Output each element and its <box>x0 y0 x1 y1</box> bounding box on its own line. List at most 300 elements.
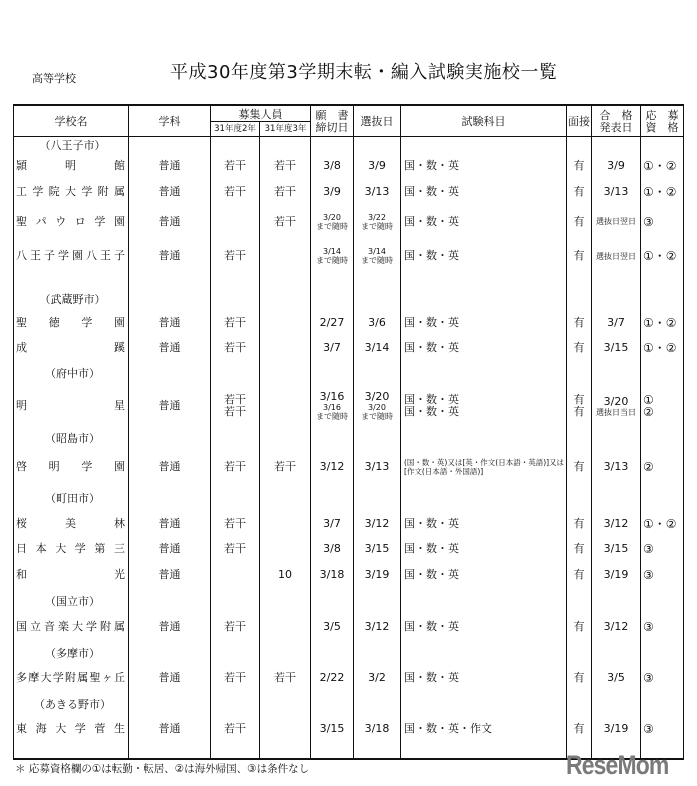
subjects-value: 国・数・英 <box>404 393 459 406</box>
cell-subjects <box>401 613 567 640</box>
deadline-value: 3/5 <box>323 619 341 633</box>
eligibility-value: ③ <box>643 568 654 582</box>
table-row <box>14 385 684 427</box>
cell-interview <box>567 717 592 741</box>
cell-deadline <box>311 588 354 613</box>
cell-interview <box>567 204 592 239</box>
cap2-value: 若干 <box>224 184 246 198</box>
deadline-value: 3/12 <box>319 460 345 473</box>
deadline-value: 2/22 <box>319 671 345 684</box>
cell-subjects <box>401 204 567 239</box>
cap2-value: 若干 <box>224 159 246 172</box>
cell-cap3 <box>260 640 311 665</box>
table-row <box>14 511 684 536</box>
cell-interview <box>567 427 592 449</box>
exam-date-value: 3/18 <box>364 722 390 735</box>
cell-result-date <box>592 204 641 239</box>
cell-eligibility <box>641 485 684 511</box>
cell-deadline <box>311 562 354 588</box>
exam-date-value: 3/20 まで随時 <box>361 403 393 421</box>
subjects-value: 国・数・英 <box>404 341 459 354</box>
eligibility-value: ② <box>643 460 654 474</box>
cell-eligibility <box>641 511 684 536</box>
name-value: 八王子学園八王子 <box>16 249 125 262</box>
cell-interview <box>567 665 592 691</box>
name-value: 頴 明 館 <box>16 159 125 172</box>
cell-subjects <box>401 385 567 427</box>
cell-exam-date <box>354 562 401 588</box>
cell-exam-date <box>354 239 401 273</box>
cell-subjects <box>401 311 567 335</box>
cell-dept <box>129 665 211 691</box>
cell-name <box>14 179 129 204</box>
table-row <box>14 239 684 273</box>
cell-exam-date <box>354 588 401 613</box>
result-date-value: 3/13 <box>603 184 629 198</box>
name-value: 聖パウロ学園 <box>16 214 125 228</box>
cap2-value: 若干 <box>224 542 246 555</box>
cell-result-date <box>592 153 641 179</box>
cell-deadline <box>311 335 354 361</box>
cell-subjects <box>401 153 567 179</box>
cell-dept <box>129 449 211 485</box>
cell-result-date <box>592 137 641 153</box>
cell-eligibility <box>641 588 684 613</box>
cell-eligibility <box>641 536 684 562</box>
name-value: 多摩大学附属聖ヶ丘 <box>16 671 125 684</box>
cell-dept <box>129 562 211 588</box>
result-date-value: 3/12 <box>603 619 629 633</box>
eligibility-value: ①・② <box>643 184 677 199</box>
interview-value: 有 <box>573 316 585 329</box>
cell-name <box>14 665 129 691</box>
subjects-value: 国・数・英 <box>404 619 459 633</box>
cell-result-date <box>592 427 641 449</box>
subjects-value: 国・数・英 <box>404 671 459 684</box>
cell-dept <box>129 717 211 741</box>
cell-subjects <box>401 179 567 204</box>
result-date-value: 3/20 <box>603 394 629 408</box>
cell-cap3 <box>260 179 311 204</box>
cap2-value: 若干 <box>224 341 246 354</box>
cell-eligibility <box>641 717 684 741</box>
name-value: 日本大学第三 <box>16 542 125 555</box>
name-value: 成 蹊 <box>16 341 125 354</box>
deadline-value: 3/18 <box>319 568 345 581</box>
cell-cap3 <box>260 427 311 449</box>
cell-name <box>14 717 129 741</box>
cap3-value: 若干 <box>274 184 296 198</box>
cell-deadline <box>311 137 354 153</box>
cell-eligibility <box>641 613 684 640</box>
cell-cap3 <box>260 511 311 536</box>
cell-cap3 <box>260 335 311 361</box>
col-interview: 面接 <box>567 106 592 137</box>
cell-dept <box>129 485 211 511</box>
deadline-value: 2/27 <box>319 316 345 329</box>
cap2-value: 若干 <box>224 460 246 473</box>
cell-eligibility <box>641 427 684 449</box>
cell-subjects <box>401 536 567 562</box>
name-value: 聖 徳 学 園 <box>16 316 125 329</box>
cell-cap2 <box>211 562 260 588</box>
cell-interview <box>567 385 592 427</box>
cell-cap2 <box>211 691 260 717</box>
table-row <box>14 311 684 335</box>
cell-result-date <box>592 179 641 204</box>
cell-dept <box>129 239 211 273</box>
result-date-value: 選抜日翌日 <box>596 217 636 226</box>
cell-subjects <box>401 741 567 758</box>
dept-value: 普通 <box>158 722 181 735</box>
cell-cap2 <box>211 311 260 335</box>
cell-cap3 <box>260 485 311 511</box>
cell-eligibility <box>641 311 684 335</box>
cell-result-date <box>592 485 641 511</box>
subjects-value: 国・数・英 <box>404 542 459 555</box>
cell-exam-date <box>354 153 401 179</box>
cell-eligibility <box>641 562 684 588</box>
page-title: 平成30年度第3学期末転・編入試験実施校一覧 <box>170 62 558 83</box>
cell-exam-date <box>354 311 401 335</box>
cell-result-date <box>592 640 641 665</box>
cell-eligibility <box>641 239 684 273</box>
result-date-value: 3/15 <box>603 341 629 354</box>
group-row <box>14 485 684 511</box>
cell-exam-date <box>354 640 401 665</box>
cell-subjects <box>401 287 567 311</box>
cell-cap2 <box>211 665 260 691</box>
cell-dept <box>129 741 211 758</box>
cell-subjects <box>401 427 567 449</box>
cell-interview <box>567 613 592 640</box>
cell-interview <box>567 153 592 179</box>
table-row <box>14 335 684 361</box>
cell-subjects <box>401 562 567 588</box>
interview-value: 有 <box>573 619 585 633</box>
cell-exam-date <box>354 511 401 536</box>
cell-deadline <box>311 273 354 287</box>
cell-deadline <box>311 485 354 511</box>
table-row <box>14 613 684 640</box>
cell-deadline <box>311 691 354 717</box>
exam-date-value: 3/12 <box>364 619 390 633</box>
cell-dept <box>129 691 211 717</box>
cell-cap2 <box>211 361 260 385</box>
result-date-value: 3/7 <box>607 316 625 329</box>
resemom-logo: ReseMom <box>566 750 669 780</box>
cell-cap2 <box>211 204 260 239</box>
cell-cap2 <box>211 137 260 153</box>
result-date-value: 3/9 <box>607 159 625 172</box>
cell-cap2 <box>211 588 260 613</box>
cell-cap3 <box>260 691 311 717</box>
deadline-value: 3/20 まで随時 <box>316 212 348 231</box>
cap3-value: 若干 <box>274 214 296 228</box>
exam-date-value: 3/12 <box>364 516 390 530</box>
cell-result-date <box>592 311 641 335</box>
cell-cap3 <box>260 562 311 588</box>
cell-eligibility <box>641 335 684 361</box>
cell-subjects <box>401 691 567 717</box>
cell-name <box>14 153 129 179</box>
cell-interview <box>567 640 592 665</box>
subjects-value: 国・数・英 <box>404 516 459 530</box>
cell-cap2 <box>211 536 260 562</box>
cell-interview <box>567 239 592 273</box>
result-date-value: 3/19 <box>603 568 629 581</box>
dept-value: 普通 <box>158 671 181 684</box>
cell-cap3 <box>260 385 311 427</box>
cap3-value: 若干 <box>274 159 296 172</box>
cell-exam-date <box>354 273 401 287</box>
cell-cap3 <box>260 588 311 613</box>
cell-result-date <box>592 665 641 691</box>
interview-value: 有 <box>573 184 585 198</box>
interview-value: 有 <box>573 393 585 406</box>
cell-eligibility <box>641 204 684 239</box>
interview-value: 有 <box>573 214 585 228</box>
cell-eligibility <box>641 153 684 179</box>
dept-value: 普通 <box>158 399 181 412</box>
exam-date-value: 3/2 <box>368 671 386 684</box>
cell-subjects <box>401 137 567 153</box>
cell-deadline <box>311 536 354 562</box>
cell-deadline <box>311 613 354 640</box>
interview-value: 有 <box>573 671 585 684</box>
cell-dept <box>129 536 211 562</box>
group-row <box>14 287 684 311</box>
spacer-row <box>14 273 684 287</box>
cell-deadline <box>311 427 354 449</box>
table-row <box>14 562 684 588</box>
cell-deadline <box>311 665 354 691</box>
cap2-value: 若干 <box>224 316 246 329</box>
cell-exam-date <box>354 204 401 239</box>
interview-value: 有 <box>573 159 585 172</box>
eligibility-value: ③ <box>643 722 654 736</box>
cell-cap2 <box>211 335 260 361</box>
cell-dept <box>129 511 211 536</box>
cell-name <box>14 613 129 640</box>
cell-subjects <box>401 717 567 741</box>
cell-dept <box>129 385 211 427</box>
group-row <box>14 137 684 153</box>
name-value: 啓 明 学 園 <box>16 460 125 473</box>
cell-name <box>14 335 129 361</box>
eligibility-value: ③ <box>643 214 654 229</box>
cell-name <box>14 204 129 239</box>
cell-cap3 <box>260 273 311 287</box>
cell-cap3 <box>260 287 311 311</box>
cell-subjects <box>401 361 567 385</box>
eligibility-value: ① <box>643 393 654 407</box>
subjects-value: 国・数・英 <box>404 568 459 581</box>
col-deadline: 願 書 締切日 <box>311 106 354 137</box>
cell-interview <box>567 287 592 311</box>
dept-value: 普通 <box>158 341 181 354</box>
cell-result-date <box>592 335 641 361</box>
cell-interview <box>567 179 592 204</box>
deadline-value: 3/7 <box>323 341 341 354</box>
cell-exam-date <box>354 335 401 361</box>
cell-eligibility <box>641 665 684 691</box>
school-type-label: 高等学校 <box>32 72 76 85</box>
cell-cap2 <box>211 613 260 640</box>
eligibility-value: ② <box>643 405 654 419</box>
deadline-value: 3/16 <box>319 390 345 403</box>
eligibility-value: ③ <box>643 542 654 556</box>
subjects-value: 国・数・英 <box>404 249 459 262</box>
subjects-value: 国・数・英 <box>404 159 459 172</box>
deadline-value: 3/8 <box>323 159 341 172</box>
cell-cap3 <box>260 613 311 640</box>
cell-exam-date <box>354 427 401 449</box>
cell-interview <box>567 335 592 361</box>
exam-date-value: 3/22 まで随時 <box>361 212 393 231</box>
dept-value: 普通 <box>158 516 181 530</box>
city-group-label: （府中市） <box>14 361 129 385</box>
exam-date-value: 3/13 <box>364 184 390 198</box>
cell-result-date <box>592 536 641 562</box>
cap3-value: 若干 <box>274 460 296 473</box>
cell-cap3 <box>260 741 311 758</box>
result-date-value: 選抜日当日 <box>596 407 636 417</box>
col-name: 学校名 <box>14 106 129 137</box>
cell-exam-date <box>354 717 401 741</box>
group-row <box>14 691 684 717</box>
exam-date-value: 3/15 <box>364 542 390 555</box>
cell-deadline <box>311 153 354 179</box>
cell-subjects <box>401 485 567 511</box>
table-row <box>14 665 684 691</box>
cell-subjects <box>401 665 567 691</box>
subjects-value: 国・数・英 <box>404 214 459 228</box>
table-row <box>14 449 684 485</box>
cell-name <box>14 311 129 335</box>
dept-value: 普通 <box>158 460 181 473</box>
footnote: ＊ 応募資格欄の①は転勤・転居、②は海外帰国、③は条件なし <box>15 763 310 775</box>
cell-cap2 <box>211 511 260 536</box>
dept-value: 普通 <box>158 542 181 555</box>
cell-result-date <box>592 273 641 287</box>
cell-result-date <box>592 511 641 536</box>
exam-date-value: 3/20 <box>364 390 390 403</box>
city-group-label: （武蔵野市） <box>14 287 129 311</box>
cell-name <box>14 273 129 287</box>
cell-interview <box>567 273 592 287</box>
city-group-label: （昭島市） <box>14 427 129 449</box>
cell-dept <box>129 273 211 287</box>
name-value: 国立音楽大学附属 <box>16 619 125 633</box>
exam-date-value: 3/9 <box>368 159 386 172</box>
cell-deadline <box>311 741 354 758</box>
city-group-label: （多摩市） <box>14 640 129 665</box>
cell-cap3 <box>260 449 311 485</box>
interview-value: 有 <box>573 542 585 555</box>
cell-interview <box>567 588 592 613</box>
cell-deadline <box>311 640 354 665</box>
cell-cap2 <box>211 640 260 665</box>
cell-name <box>14 562 129 588</box>
cell-exam-date <box>354 536 401 562</box>
cell-eligibility <box>641 640 684 665</box>
col-cap2: 31年度2年 <box>211 122 260 137</box>
cell-result-date <box>592 361 641 385</box>
result-date-value: 3/19 <box>603 722 629 735</box>
cell-deadline <box>311 449 354 485</box>
cell-exam-date <box>354 665 401 691</box>
cell-cap2 <box>211 449 260 485</box>
eligibility-value: ①・② <box>643 341 677 355</box>
col-exam-date: 選抜日 <box>354 106 401 137</box>
cell-exam-date <box>354 691 401 717</box>
capacity-label: 募集人員 <box>211 106 310 122</box>
cell-dept <box>129 287 211 311</box>
cell-cap2 <box>211 287 260 311</box>
group-row <box>14 427 684 449</box>
cell-deadline <box>311 287 354 311</box>
exam-date-value: 3/19 <box>364 568 390 581</box>
eligibility-value: ①・② <box>643 316 677 330</box>
table-row <box>14 717 684 741</box>
cap3-value: 10 <box>278 568 292 581</box>
table-header <box>14 106 684 137</box>
cell-interview <box>567 311 592 335</box>
name-value: 明 星 <box>16 399 125 412</box>
cell-interview <box>567 511 592 536</box>
name-value: 工学院大学附属 <box>16 184 125 198</box>
dept-value: 普通 <box>158 619 181 633</box>
cell-exam-date <box>354 613 401 640</box>
cell-subjects <box>401 335 567 361</box>
eligibility-value: ③ <box>643 619 654 634</box>
cell-dept <box>129 311 211 335</box>
cell-exam-date <box>354 741 401 758</box>
deadline-value: 3/16 まで随時 <box>316 403 348 421</box>
cap2-value: 若干 <box>224 722 246 735</box>
group-row <box>14 640 684 665</box>
group-row <box>14 361 684 385</box>
cell-dept <box>129 137 211 153</box>
table-row <box>14 204 684 239</box>
cell-cap2 <box>211 485 260 511</box>
result-date-value: 3/5 <box>607 671 625 684</box>
eligibility-value: ①・② <box>643 516 677 531</box>
cell-cap3 <box>260 153 311 179</box>
interview-value: 有 <box>573 249 585 262</box>
cell-dept <box>129 640 211 665</box>
cap2-value: 若干 <box>224 671 246 684</box>
result-date-value: 3/12 <box>603 516 629 530</box>
group-row <box>14 588 684 613</box>
cell-cap2 <box>211 153 260 179</box>
cell-result-date <box>592 239 641 273</box>
cell-result-date <box>592 449 641 485</box>
dept-value: 普通 <box>158 568 181 581</box>
cell-cap3 <box>260 536 311 562</box>
name-value: 和 光 <box>16 568 125 581</box>
exam-date-value: 3/14 まで随時 <box>361 247 393 265</box>
cell-result-date <box>592 613 641 640</box>
cell-subjects <box>401 640 567 665</box>
cell-exam-date <box>354 361 401 385</box>
cell-interview <box>567 361 592 385</box>
cell-cap2 <box>211 741 260 758</box>
cell-cap3 <box>260 361 311 385</box>
cell-dept <box>129 613 211 640</box>
cell-name <box>14 385 129 427</box>
